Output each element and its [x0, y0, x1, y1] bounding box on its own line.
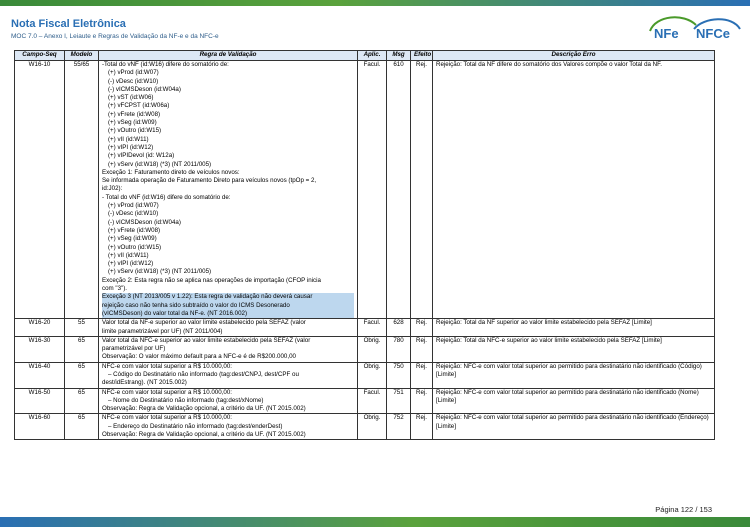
regra-line: (vICMSDeson) do valor total da NF-e. (NT 2016.002) — [102, 310, 354, 318]
regra-line: - Total do vNF (id:W16) difere do somatório de: — [102, 193, 231, 201]
regra-line: id:J02): — [102, 185, 123, 193]
regra-line: (-) vICMSDeson (id:W04a) — [108, 85, 181, 93]
table-row — [15, 319, 715, 337]
cell-efeito: Rej. — [411, 61, 433, 319]
cell-campo-seq: W16-30 — [15, 336, 65, 362]
regra-line: – Nome do Destinatário não informado (tag:dest/xNome) — [108, 396, 264, 404]
cell-aplic: Facul. — [358, 388, 387, 414]
regra-line: (+) vServ (id:W18) (*3) (NT 2011/005) — [108, 160, 212, 168]
cell-aplic: Facul. — [358, 61, 387, 319]
cell-efeito: Rej. — [411, 362, 433, 388]
regra-line: (+) vIPI (id:W12) — [108, 143, 154, 151]
document-title: Nota Fiscal Eletrônica — [11, 18, 126, 30]
regra-line: Observação: O valor máximo default para a NFC-e é de R$200.000,00 — [102, 353, 296, 361]
regra-line: Valor total da NFC-e superior ao valor limite estabelecido pela SEFAZ (valor — [102, 336, 311, 344]
cell-campo-seq: W16-50 — [15, 388, 65, 414]
regra-line: -Total do vNF (id:W16) difere do somatório de: — [102, 61, 229, 68]
cell-modelo: 55 — [65, 319, 99, 337]
top-color-bar — [0, 0, 750, 6]
regra-line: Valor total da NF-e superior ao valor limite estabelecido pela SEFAZ (valor — [102, 319, 306, 327]
logo-nfce-text: NFCe — [696, 26, 730, 41]
cell-msg: 610 — [387, 61, 411, 319]
cell-campo-seq: W16-20 — [15, 319, 65, 337]
regra-line: limite parametrizável por UF) (NT 2011/004) — [102, 327, 223, 335]
cell-aplic: Obrig. — [358, 414, 387, 440]
regra-line: (+) vOutro (id:W15) — [108, 127, 162, 135]
col-header-efeito: Efeito — [411, 51, 433, 61]
col-header-msg: Msg — [387, 51, 411, 61]
regra-line: (-) vICMSDeson (id:W04a) — [108, 218, 181, 226]
cell-regra-validacao — [99, 336, 358, 362]
logo-nfe-text: NFe — [654, 26, 679, 41]
cell-campo-seq: W16-40 — [15, 362, 65, 388]
table-row — [15, 388, 715, 414]
regra-line: Exceção 1: Faturamento direto de veículos novos: — [102, 168, 240, 176]
regra-line: dest/idEstrang). (NT 2015.002) — [102, 379, 187, 387]
cell-modelo: 65 — [65, 414, 99, 440]
regra-line: (+) vProd (id:W07) — [108, 69, 159, 77]
cell-campo-seq: W16-60 — [15, 414, 65, 440]
regra-line: – Endereço do Destinatário não informado (tag:dest/enderDest) — [108, 422, 283, 430]
bottom-color-bar — [0, 517, 750, 527]
regra-line: (+) vServ (id:W18) (*3) (NT 2011/005) — [108, 268, 212, 276]
cell-descricao-erro: Rejeição: NFC-e com valor total superior ao permitido para destinatário não identificado (Nome) [Limite] — [433, 388, 715, 414]
cell-descricao-erro: Rejeição: NFC-e com valor total superior ao permitido para destinatário não identificado (Endereço) [Limite] — [433, 414, 715, 440]
cell-efeito: Rej. — [411, 319, 433, 337]
cell-campo-seq: W16-10 — [15, 61, 65, 319]
validation-rules-table — [14, 50, 715, 440]
regra-line: (+) vSeg (id:W09) — [108, 119, 157, 127]
cell-msg: 751 — [387, 388, 411, 414]
cell-msg: 780 — [387, 336, 411, 362]
regra-line: (+) vSeg (id:W09) — [108, 235, 157, 243]
cell-modelo: 65 — [65, 362, 99, 388]
cell-efeito: Rej. — [411, 414, 433, 440]
regra-line: (+) vOutro (id:W15) — [108, 243, 162, 251]
regra-line: NFC-e com valor total superior a R$ 10.000,00: — [102, 388, 232, 396]
regra-line: com "3"). — [102, 285, 128, 293]
cell-regra-validacao — [99, 319, 358, 337]
cell-efeito: Rej. — [411, 388, 433, 414]
cell-modelo: 65 — [65, 336, 99, 362]
regra-line: NFC-e com valor total superior a R$ 10.000,00: — [102, 414, 232, 422]
cell-descricao-erro: Rejeição: NFC-e com valor total superior ao permitido para destinatário não identificado (Código) [Limite] — [433, 362, 715, 388]
cell-descricao-erro: Rejeição: Total da NF superior ao valor limite estabelecido pela SEFAZ [Limite] — [433, 319, 715, 337]
regra-line: Observação: Regra de Validação opcional, a critério da UF. (NT 2015.002) — [102, 405, 306, 413]
table-row — [15, 336, 715, 362]
regra-line: Observação: Regra de Validação opcional, a critério da UF. (NT 2015.002) — [102, 431, 306, 439]
cell-modelo: 65 — [65, 388, 99, 414]
table-row — [15, 362, 715, 388]
page-number: Página 122 / 153 — [655, 505, 712, 514]
regra-line: (+) vST (id:W06) — [108, 94, 154, 102]
col-header-descricao-erro: Descrição Erro — [433, 51, 715, 61]
regra-line: Exceção 3 (NT 2013/005 v 1.22): Esta regra de validação não deverá causar — [102, 293, 354, 301]
regra-line: (+) vProd (id:W07) — [108, 202, 159, 210]
regra-line: (+) vII (id:W11) — [108, 251, 149, 259]
table-row — [15, 61, 715, 319]
table-body — [15, 61, 715, 440]
cell-regra-validacao — [99, 362, 358, 388]
col-header-aplic: Aplic. — [358, 51, 387, 61]
regra-line: (+) vFCPST (id:W06a) — [108, 102, 170, 110]
cell-regra-validacao — [99, 61, 358, 319]
regra-line: (+) vFrete (id:W08) — [108, 110, 161, 118]
col-header-regra: Regra de Validação — [99, 51, 358, 61]
regra-line: parametrizável por UF) — [102, 345, 166, 353]
table-header-row — [15, 51, 715, 61]
cell-descricao-erro: Rejeição: Total da NF difere do somatório dos Valores compõe o valor Total da NF. — [433, 61, 715, 319]
regra-line: (-) vDesc (id:W10) — [108, 210, 159, 218]
document-subtitle: MOC 7.0 – Anexo I, Leiaute e Regras de Validação da NF-e e da NFC-e — [11, 33, 219, 40]
regra-line: (-) vDesc (id:W10) — [108, 77, 159, 85]
regra-line: Se informada operação de Faturamento Direto para veículos novos (tpOp = 2, — [102, 177, 317, 185]
nfe-nfce-logo — [644, 11, 744, 45]
cell-msg: 752 — [387, 414, 411, 440]
regra-line: (+) vIPIDevol (id: W12a) — [108, 152, 175, 160]
regra-line: (+) vFrete (id:W08) — [108, 226, 161, 234]
cell-aplic: Facul. — [358, 319, 387, 337]
regra-line: rejeição caso não tenha sido subtraído o valor do ICMS Desonerado — [102, 302, 354, 310]
cell-modelo: 55/65 — [65, 61, 99, 319]
regra-line: – Código do Destinatário não informado (tag:dest/CNPJ, dest/CPF ou — [108, 370, 299, 378]
validation-rules-table-wrapper — [14, 50, 714, 440]
cell-aplic: Obrig. — [358, 336, 387, 362]
col-header-campo-seq: Campo-Seq — [15, 51, 65, 61]
regra-line: (+) vII (id:W11) — [108, 135, 149, 143]
cell-efeito: Rej. — [411, 336, 433, 362]
regra-line: NFC-e com valor total superior a R$ 10.000,00: — [102, 362, 232, 370]
cell-regra-validacao — [99, 414, 358, 440]
regra-line: Exceção 2: Esta regra não se aplica nas operações de importação (CFOP inicia — [102, 276, 321, 284]
col-header-modelo: Modelo — [65, 51, 99, 61]
cell-msg: 628 — [387, 319, 411, 337]
regra-line: (+) vIPI (id:W12) — [108, 260, 154, 268]
cell-aplic: Obrig. — [358, 362, 387, 388]
cell-regra-validacao — [99, 388, 358, 414]
table-row — [15, 414, 715, 440]
cell-descricao-erro: Rejeição: Total da NFC-e superior ao valor limite estabelecido pela SEFAZ [Limite] — [433, 336, 715, 362]
cell-msg: 750 — [387, 362, 411, 388]
